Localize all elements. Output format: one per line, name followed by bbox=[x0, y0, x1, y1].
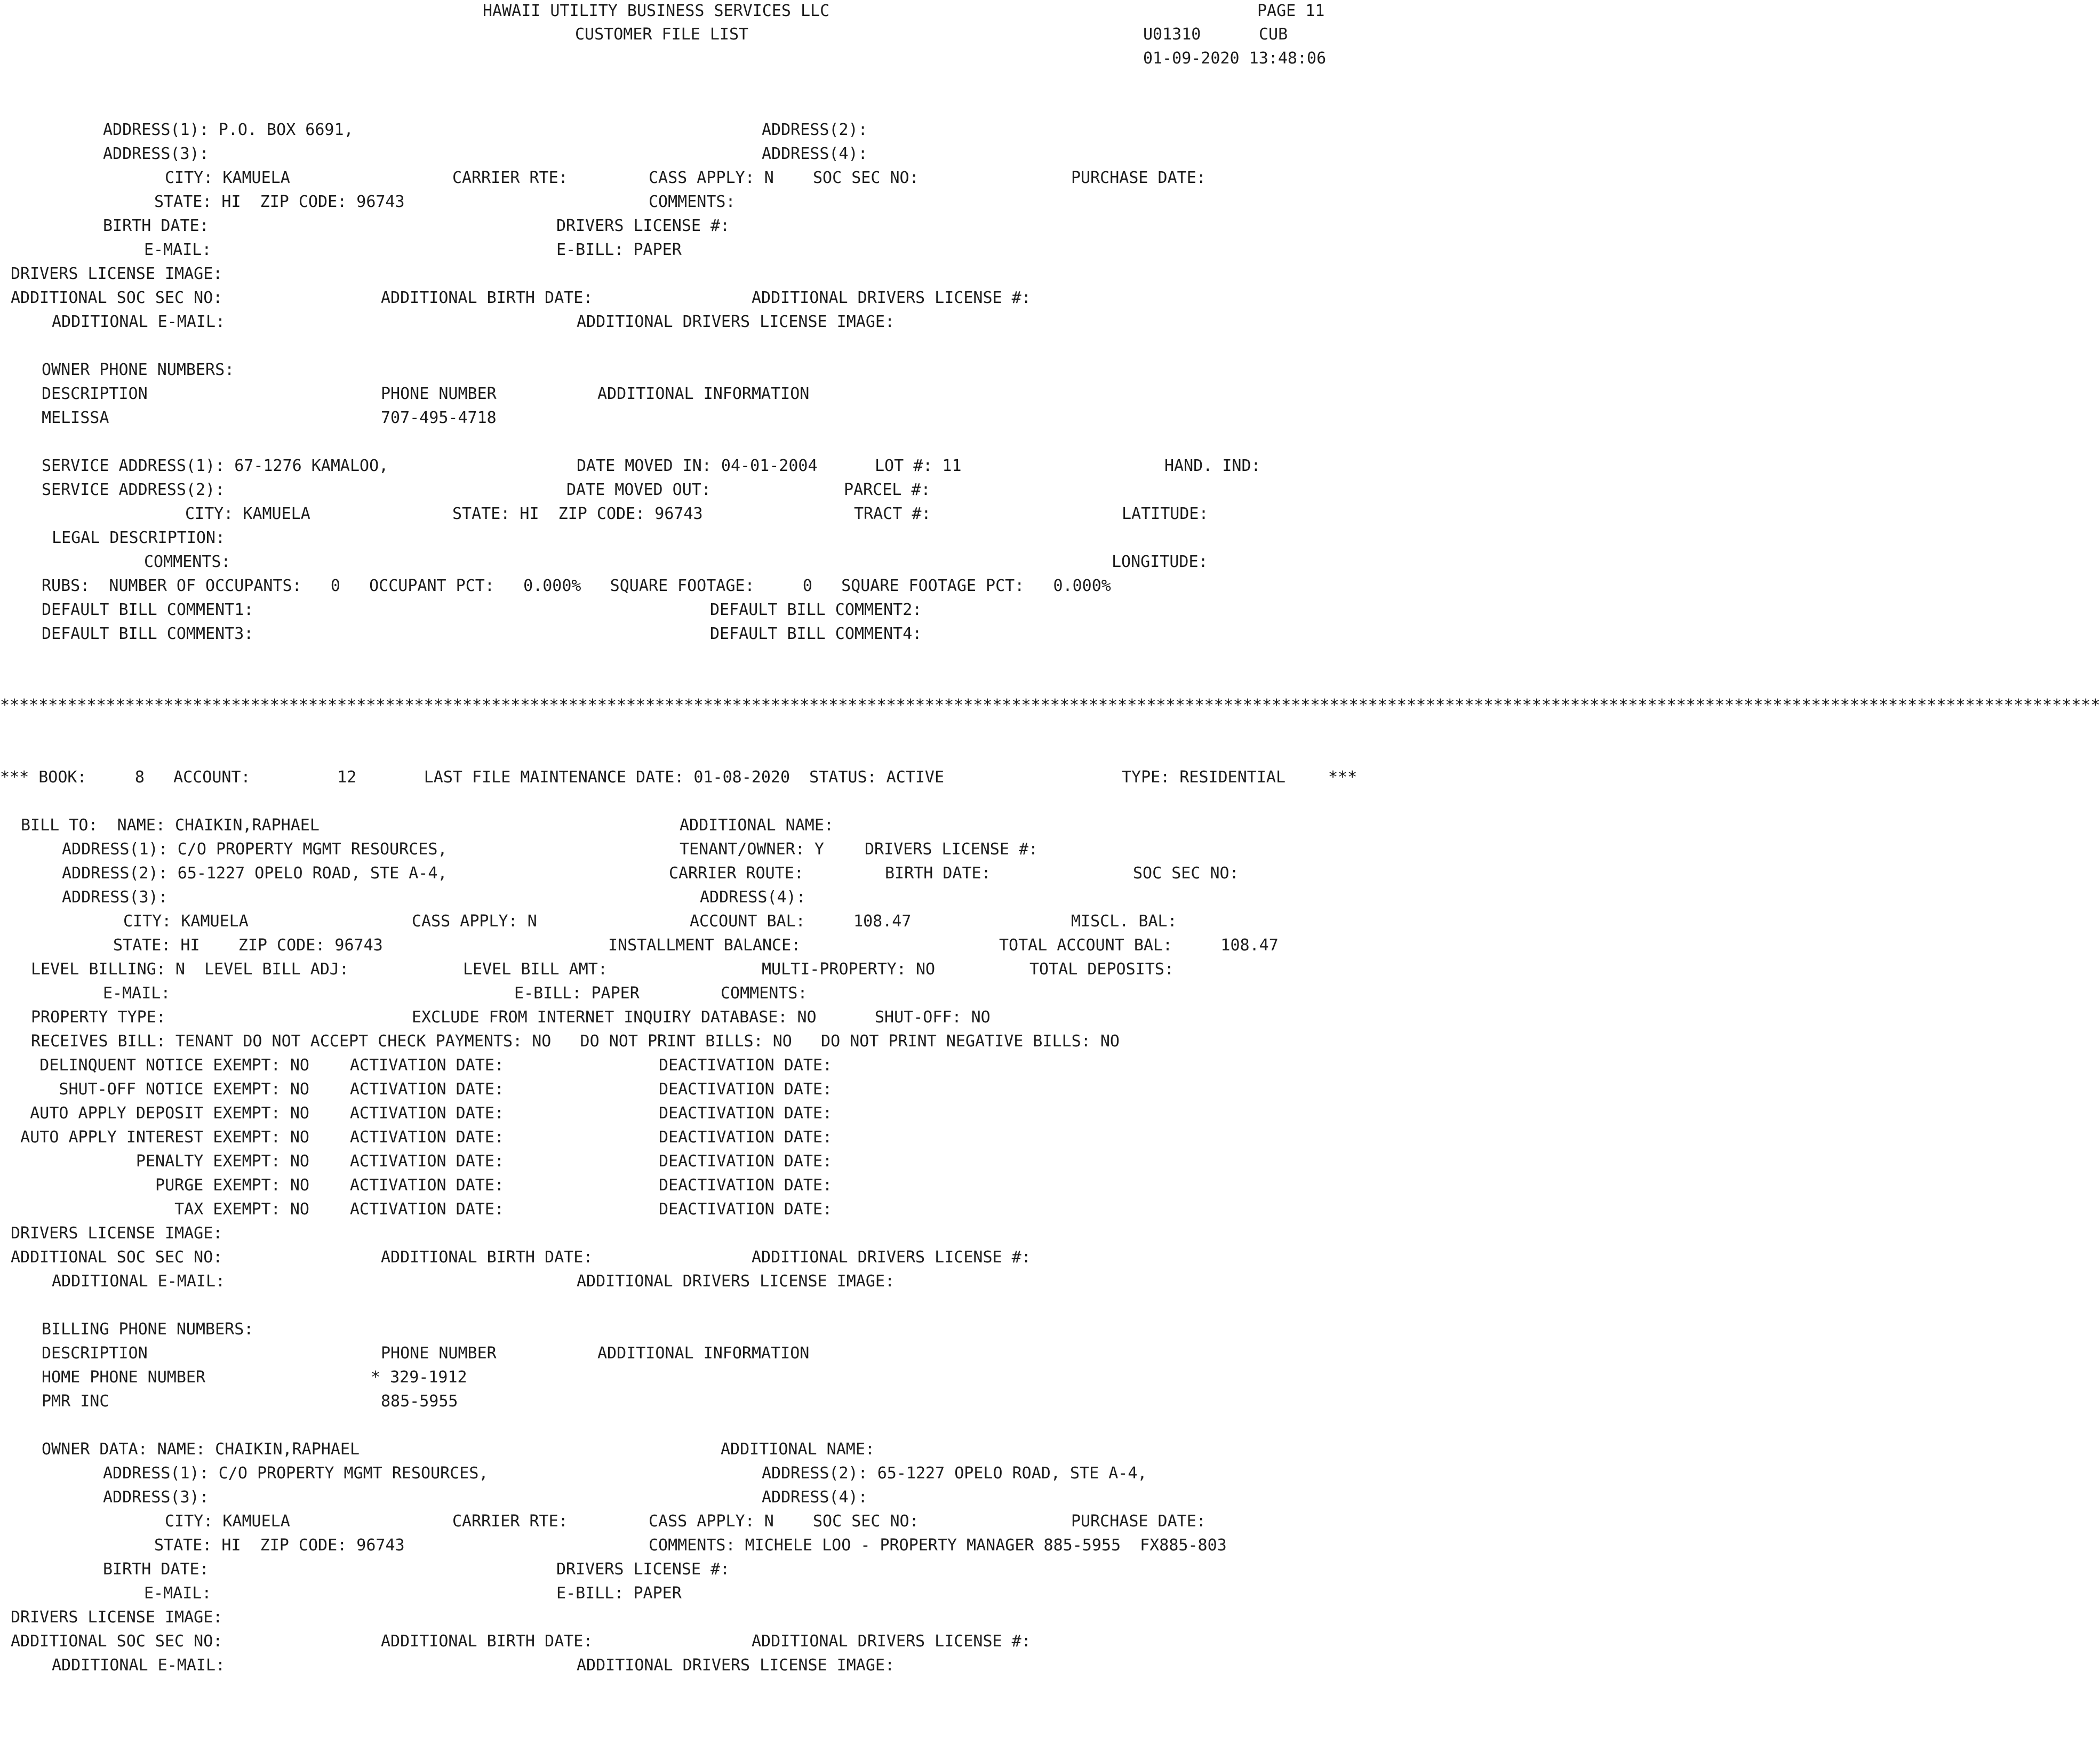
exemption-label: AUTO APPLY INTEREST EXEMPT: NO bbox=[20, 1128, 309, 1147]
bill-to-drivers-license: DRIVERS LICENSE #: bbox=[865, 840, 1039, 859]
service-state-zip: STATE: HI ZIP CODE: 96743 bbox=[452, 505, 703, 523]
multi-property: MULTI-PROPERTY: NO bbox=[762, 960, 936, 979]
bill-to-cass-apply: CASS APPLY: N bbox=[412, 912, 537, 931]
prev-owner-address2: ADDRESS(2): bbox=[762, 121, 868, 139]
owner-data-cass-apply: CASS APPLY: N bbox=[649, 1512, 774, 1531]
owner-data-address1: ADDRESS(1): C/O PROPERTY MGMT RESOURCES, bbox=[103, 1464, 489, 1483]
owner-data-name: OWNER DATA: NAME: CHAIKIN,RAPHAEL bbox=[42, 1440, 360, 1459]
exemption-label: TAX EXEMPT: NO bbox=[174, 1200, 309, 1219]
service-latitude: LATITUDE: bbox=[1122, 505, 1209, 523]
owner-data-purchase-date: PURCHASE DATE: bbox=[1071, 1512, 1206, 1531]
bill-to-soc-sec: SOC SEC NO: bbox=[1133, 864, 1239, 883]
exemption-activation: ACTIVATION DATE: bbox=[350, 1128, 504, 1147]
exemption-activation: ACTIVATION DATE: bbox=[350, 1176, 504, 1195]
owner-data-soc-sec: SOC SEC NO: bbox=[813, 1512, 919, 1531]
prev-owner-add-birth-date: ADDITIONAL BIRTH DATE: bbox=[381, 289, 593, 307]
account-add-soc-sec: ADDITIONAL SOC SEC NO: bbox=[11, 1248, 223, 1267]
bill-to-email: E-MAIL: bbox=[103, 984, 171, 1003]
service-parcel: PARCEL #: bbox=[844, 481, 931, 499]
prev-owner-add-email: ADDITIONAL E-MAIL: bbox=[52, 313, 226, 331]
prev-owner-address3: ADDRESS(3): bbox=[103, 145, 209, 163]
exemption-deactivation: DEACTIVATION DATE: bbox=[659, 1080, 833, 1099]
bill-to-carrier-route: CARRIER ROUTE: bbox=[669, 864, 804, 883]
bill-to-address3: ADDRESS(3): bbox=[62, 888, 168, 907]
owner-data-add-birth-date: ADDITIONAL BIRTH DATE: bbox=[381, 1632, 593, 1651]
account-banner-end: *** bbox=[1328, 768, 1358, 787]
owner-data-address3: ADDRESS(3): bbox=[103, 1488, 209, 1507]
prev-owner-add-soc-sec: ADDITIONAL SOC SEC NO: bbox=[11, 289, 223, 307]
level-bill-amt: LEVEL BILL AMT: bbox=[463, 960, 608, 979]
exemption-activation: ACTIVATION DATE: bbox=[350, 1080, 504, 1099]
prev-owner-carrier-rte: CARRIER RTE: bbox=[452, 169, 568, 187]
owner-data-add-email: ADDITIONAL E-MAIL: bbox=[52, 1656, 226, 1675]
bill-to-tenant-owner: TENANT/OWNER: Y bbox=[680, 840, 824, 859]
prev-owner-address4: ADDRESS(4): bbox=[762, 145, 868, 163]
owner-phones-heading: OWNER PHONE NUMBERS: bbox=[42, 361, 235, 379]
billing-phone-row-description: HOME PHONE NUMBER bbox=[42, 1368, 206, 1387]
exemption-deactivation: DEACTIVATION DATE: bbox=[659, 1104, 833, 1123]
service-bill-comment3: DEFAULT BILL COMMENT3: bbox=[42, 625, 254, 643]
prev-owner-soc-sec: SOC SEC NO: bbox=[813, 169, 919, 187]
service-legal-description: LEGAL DESCRIPTION: bbox=[52, 529, 226, 547]
company-name: HAWAII UTILITY BUSINESS SERVICES LLC bbox=[483, 2, 830, 20]
owner-phones-col-description: DESCRIPTION bbox=[42, 385, 148, 403]
exemption-deactivation: DEACTIVATION DATE: bbox=[659, 1200, 833, 1219]
billing-phones-col-info: ADDITIONAL INFORMATION bbox=[597, 1344, 810, 1363]
prev-owner-dl-image: DRIVERS LICENSE IMAGE: bbox=[11, 265, 223, 283]
service-hand-ind: HAND. IND: bbox=[1164, 457, 1261, 475]
exemption-activation: ACTIVATION DATE: bbox=[350, 1152, 504, 1171]
owner-data-state-zip: STATE: HI ZIP CODE: 96743 bbox=[154, 1536, 405, 1555]
exemption-label: AUTO APPLY DEPOSIT EXEMPT: NO bbox=[30, 1104, 309, 1123]
service-bill-comment1: DEFAULT BILL COMMENT1: bbox=[42, 601, 254, 619]
owner-phones-col-phone: PHONE NUMBER bbox=[381, 385, 497, 403]
owner-data-address2: ADDRESS(2): 65-1227 OPELO ROAD, STE A-4, bbox=[762, 1464, 1147, 1483]
service-comments: COMMENTS: bbox=[144, 553, 231, 571]
miscl-balance: MISCL. BAL: bbox=[1071, 912, 1177, 931]
owner-phones-col-info: ADDITIONAL INFORMATION bbox=[597, 385, 810, 403]
owner-data-ebill: E-BILL: PAPER bbox=[556, 1584, 682, 1603]
prev-owner-address1: ADDRESS(1): P.O. BOX 6691, bbox=[103, 121, 354, 139]
billing-phone-row-description: PMR INC bbox=[42, 1392, 109, 1411]
exclude-internet-inquiry: EXCLUDE FROM INTERNET INQUIRY DATABASE: NO bbox=[412, 1008, 817, 1027]
owner-data-address4: ADDRESS(4): bbox=[762, 1488, 868, 1507]
bill-to-additional-name: ADDITIONAL NAME: bbox=[680, 816, 834, 835]
billing-phone-row-number: * 329-1912 bbox=[371, 1368, 467, 1387]
bill-to-name: BILL TO: NAME: CHAIKIN,RAPHAEL bbox=[21, 816, 320, 835]
installment-balance: INSTALLMENT BALANCE: bbox=[608, 936, 801, 955]
bill-to-ebill: E-BILL: PAPER bbox=[514, 984, 640, 1003]
prev-owner-drivers-license: DRIVERS LICENSE #: bbox=[556, 217, 730, 235]
bill-to-birth-date: BIRTH DATE: bbox=[885, 864, 991, 883]
account-banner: *** BOOK: 8 ACCOUNT: 12 LAST FILE MAINTENANCE DATE: 01-08-2020 STATUS: ACTIVE bbox=[0, 768, 945, 787]
prev-owner-cass-apply: CASS APPLY: N bbox=[649, 169, 774, 187]
billing-phone-row-number: 885-5955 bbox=[381, 1392, 458, 1411]
prev-owner-birth-date: BIRTH DATE: bbox=[103, 217, 209, 235]
owner-data-birth-date: BIRTH DATE: bbox=[103, 1560, 209, 1579]
account-dl-image: DRIVERS LICENSE IMAGE: bbox=[11, 1224, 223, 1243]
prev-owner-add-dl: ADDITIONAL DRIVERS LICENSE #: bbox=[752, 289, 1031, 307]
owner-data-drivers-license: DRIVERS LICENSE #: bbox=[556, 1560, 730, 1579]
prev-owner-comments: COMMENTS: bbox=[649, 193, 736, 211]
owner-data-additional-name: ADDITIONAL NAME: bbox=[721, 1440, 875, 1459]
owner-phone-row-number: 707-495-4718 bbox=[381, 409, 497, 427]
owner-data-email: E-MAIL: bbox=[144, 1584, 212, 1603]
account-add-email: ADDITIONAL E-MAIL: bbox=[52, 1272, 226, 1291]
service-bill-comment4: DEFAULT BILL COMMENT4: bbox=[710, 625, 922, 643]
account-add-birth-date: ADDITIONAL BIRTH DATE: bbox=[381, 1248, 593, 1267]
level-billing: LEVEL BILLING: N LEVEL BILL ADJ: bbox=[31, 960, 349, 979]
bill-to-city: CITY: KAMUELA bbox=[123, 912, 249, 931]
bill-to-state-zip: STATE: HI ZIP CODE: 96743 bbox=[113, 936, 383, 955]
report-id: U01310 bbox=[1143, 25, 1201, 44]
report-datetime: 01-09-2020 13:48:06 bbox=[1143, 49, 1327, 68]
property-type: PROPERTY TYPE: bbox=[31, 1008, 166, 1027]
exemption-activation: ACTIVATION DATE: bbox=[350, 1104, 504, 1123]
service-city: CITY: KAMUELA bbox=[185, 505, 310, 523]
service-date-moved-in: DATE MOVED IN: 04-01-2004 bbox=[577, 457, 818, 475]
exemption-deactivation: DEACTIVATION DATE: bbox=[659, 1152, 833, 1171]
billing-phones-col-description: DESCRIPTION bbox=[42, 1344, 148, 1363]
exemption-label: SHUT-OFF NOTICE EXEMPT: NO bbox=[59, 1080, 309, 1099]
service-date-moved-out: DATE MOVED OUT: bbox=[566, 481, 711, 499]
owner-data-add-dl: ADDITIONAL DRIVERS LICENSE #: bbox=[752, 1632, 1031, 1651]
billing-phones-heading: BILLING PHONE NUMBERS: bbox=[42, 1320, 254, 1339]
system-code: CUB bbox=[1259, 25, 1288, 44]
owner-data-dl-image: DRIVERS LICENSE IMAGE: bbox=[11, 1608, 223, 1627]
prev-owner-state-zip: STATE: HI ZIP CODE: 96743 bbox=[154, 193, 405, 211]
bill-to-address1: ADDRESS(1): C/O PROPERTY MGMT RESOURCES, bbox=[62, 840, 448, 859]
bill-to-address2: ADDRESS(2): 65-1227 OPELO ROAD, STE A-4, bbox=[62, 864, 448, 883]
owner-phone-row-description: MELISSA bbox=[42, 409, 109, 427]
exemption-deactivation: DEACTIVATION DATE: bbox=[659, 1176, 833, 1195]
service-address1: SERVICE ADDRESS(1): 67-1276 KAMALOO, bbox=[42, 457, 389, 475]
exemption-label: PURGE EXEMPT: NO bbox=[155, 1176, 309, 1195]
exemption-label: PENALTY EXEMPT: NO bbox=[135, 1152, 309, 1171]
account-type: TYPE: RESIDENTIAL bbox=[1122, 768, 1286, 787]
service-address2: SERVICE ADDRESS(2): bbox=[42, 481, 225, 499]
shut-off: SHUT-OFF: NO bbox=[875, 1008, 991, 1027]
service-tract: TRACT #: bbox=[854, 505, 931, 523]
owner-data-add-soc-sec: ADDITIONAL SOC SEC NO: bbox=[11, 1632, 223, 1651]
service-bill-comment2: DEFAULT BILL COMMENT2: bbox=[710, 601, 922, 619]
prev-owner-add-dl-image: ADDITIONAL DRIVERS LICENSE IMAGE: bbox=[577, 313, 895, 331]
exemption-deactivation: DEACTIVATION DATE: bbox=[659, 1056, 833, 1075]
exemption-label: DELINQUENT NOTICE EXEMPT: NO bbox=[39, 1056, 309, 1075]
owner-data-comments: COMMENTS: MICHELE LOO - PROPERTY MANAGER 885-5955 FX885-803 bbox=[649, 1536, 1227, 1555]
report-title: CUSTOMER FILE LIST bbox=[575, 25, 749, 44]
total-account-balance: TOTAL ACCOUNT BAL: 108.47 bbox=[999, 936, 1279, 955]
prev-owner-ebill: E-BILL: PAPER bbox=[556, 241, 682, 259]
exemption-activation: ACTIVATION DATE: bbox=[350, 1200, 504, 1219]
prev-owner-city: CITY: KAMUELA bbox=[165, 169, 290, 187]
service-longitude: LONGITUDE: bbox=[1112, 553, 1208, 571]
bill-to-address4: ADDRESS(4): bbox=[700, 888, 806, 907]
account-balance: ACCOUNT BAL: 108.47 bbox=[690, 912, 912, 931]
receives-bill: RECEIVES BILL: TENANT DO NOT ACCEPT CHECK PAYMENTS: NO DO NOT PRINT BILLS: NO DO NOT PRINT NEGATIVE BILLS: NO bbox=[31, 1032, 1120, 1051]
page-number: PAGE 11 bbox=[1257, 2, 1325, 20]
record-separator: ************************************************************************************************************************************************************************************************************************** bbox=[0, 696, 2100, 715]
service-rubs: RUBS: NUMBER OF OCCUPANTS: 0 OCCUPANT PCT: 0.000% SQUARE FOOTAGE: 0 SQUARE FOOTAGE PCT: 0.000% bbox=[42, 577, 1111, 595]
bill-to-comments: COMMENTS: bbox=[721, 984, 808, 1003]
prev-owner-purchase-date: PURCHASE DATE: bbox=[1071, 169, 1206, 187]
account-add-dl-image: ADDITIONAL DRIVERS LICENSE IMAGE: bbox=[577, 1272, 895, 1291]
owner-data-carrier-rte: CARRIER RTE: bbox=[452, 1512, 568, 1531]
billing-phones-col-phone: PHONE NUMBER bbox=[381, 1344, 497, 1363]
service-lot: LOT #: 11 bbox=[875, 457, 962, 475]
exemption-activation: ACTIVATION DATE: bbox=[350, 1056, 504, 1075]
exemption-deactivation: DEACTIVATION DATE: bbox=[659, 1128, 833, 1147]
total-deposits: TOTAL DEPOSITS: bbox=[1029, 960, 1174, 979]
owner-data-add-dl-image: ADDITIONAL DRIVERS LICENSE IMAGE: bbox=[577, 1656, 895, 1675]
prev-owner-email: E-MAIL: bbox=[144, 241, 212, 259]
account-add-dl: ADDITIONAL DRIVERS LICENSE #: bbox=[752, 1248, 1031, 1267]
owner-data-city: CITY: KAMUELA bbox=[165, 1512, 290, 1531]
